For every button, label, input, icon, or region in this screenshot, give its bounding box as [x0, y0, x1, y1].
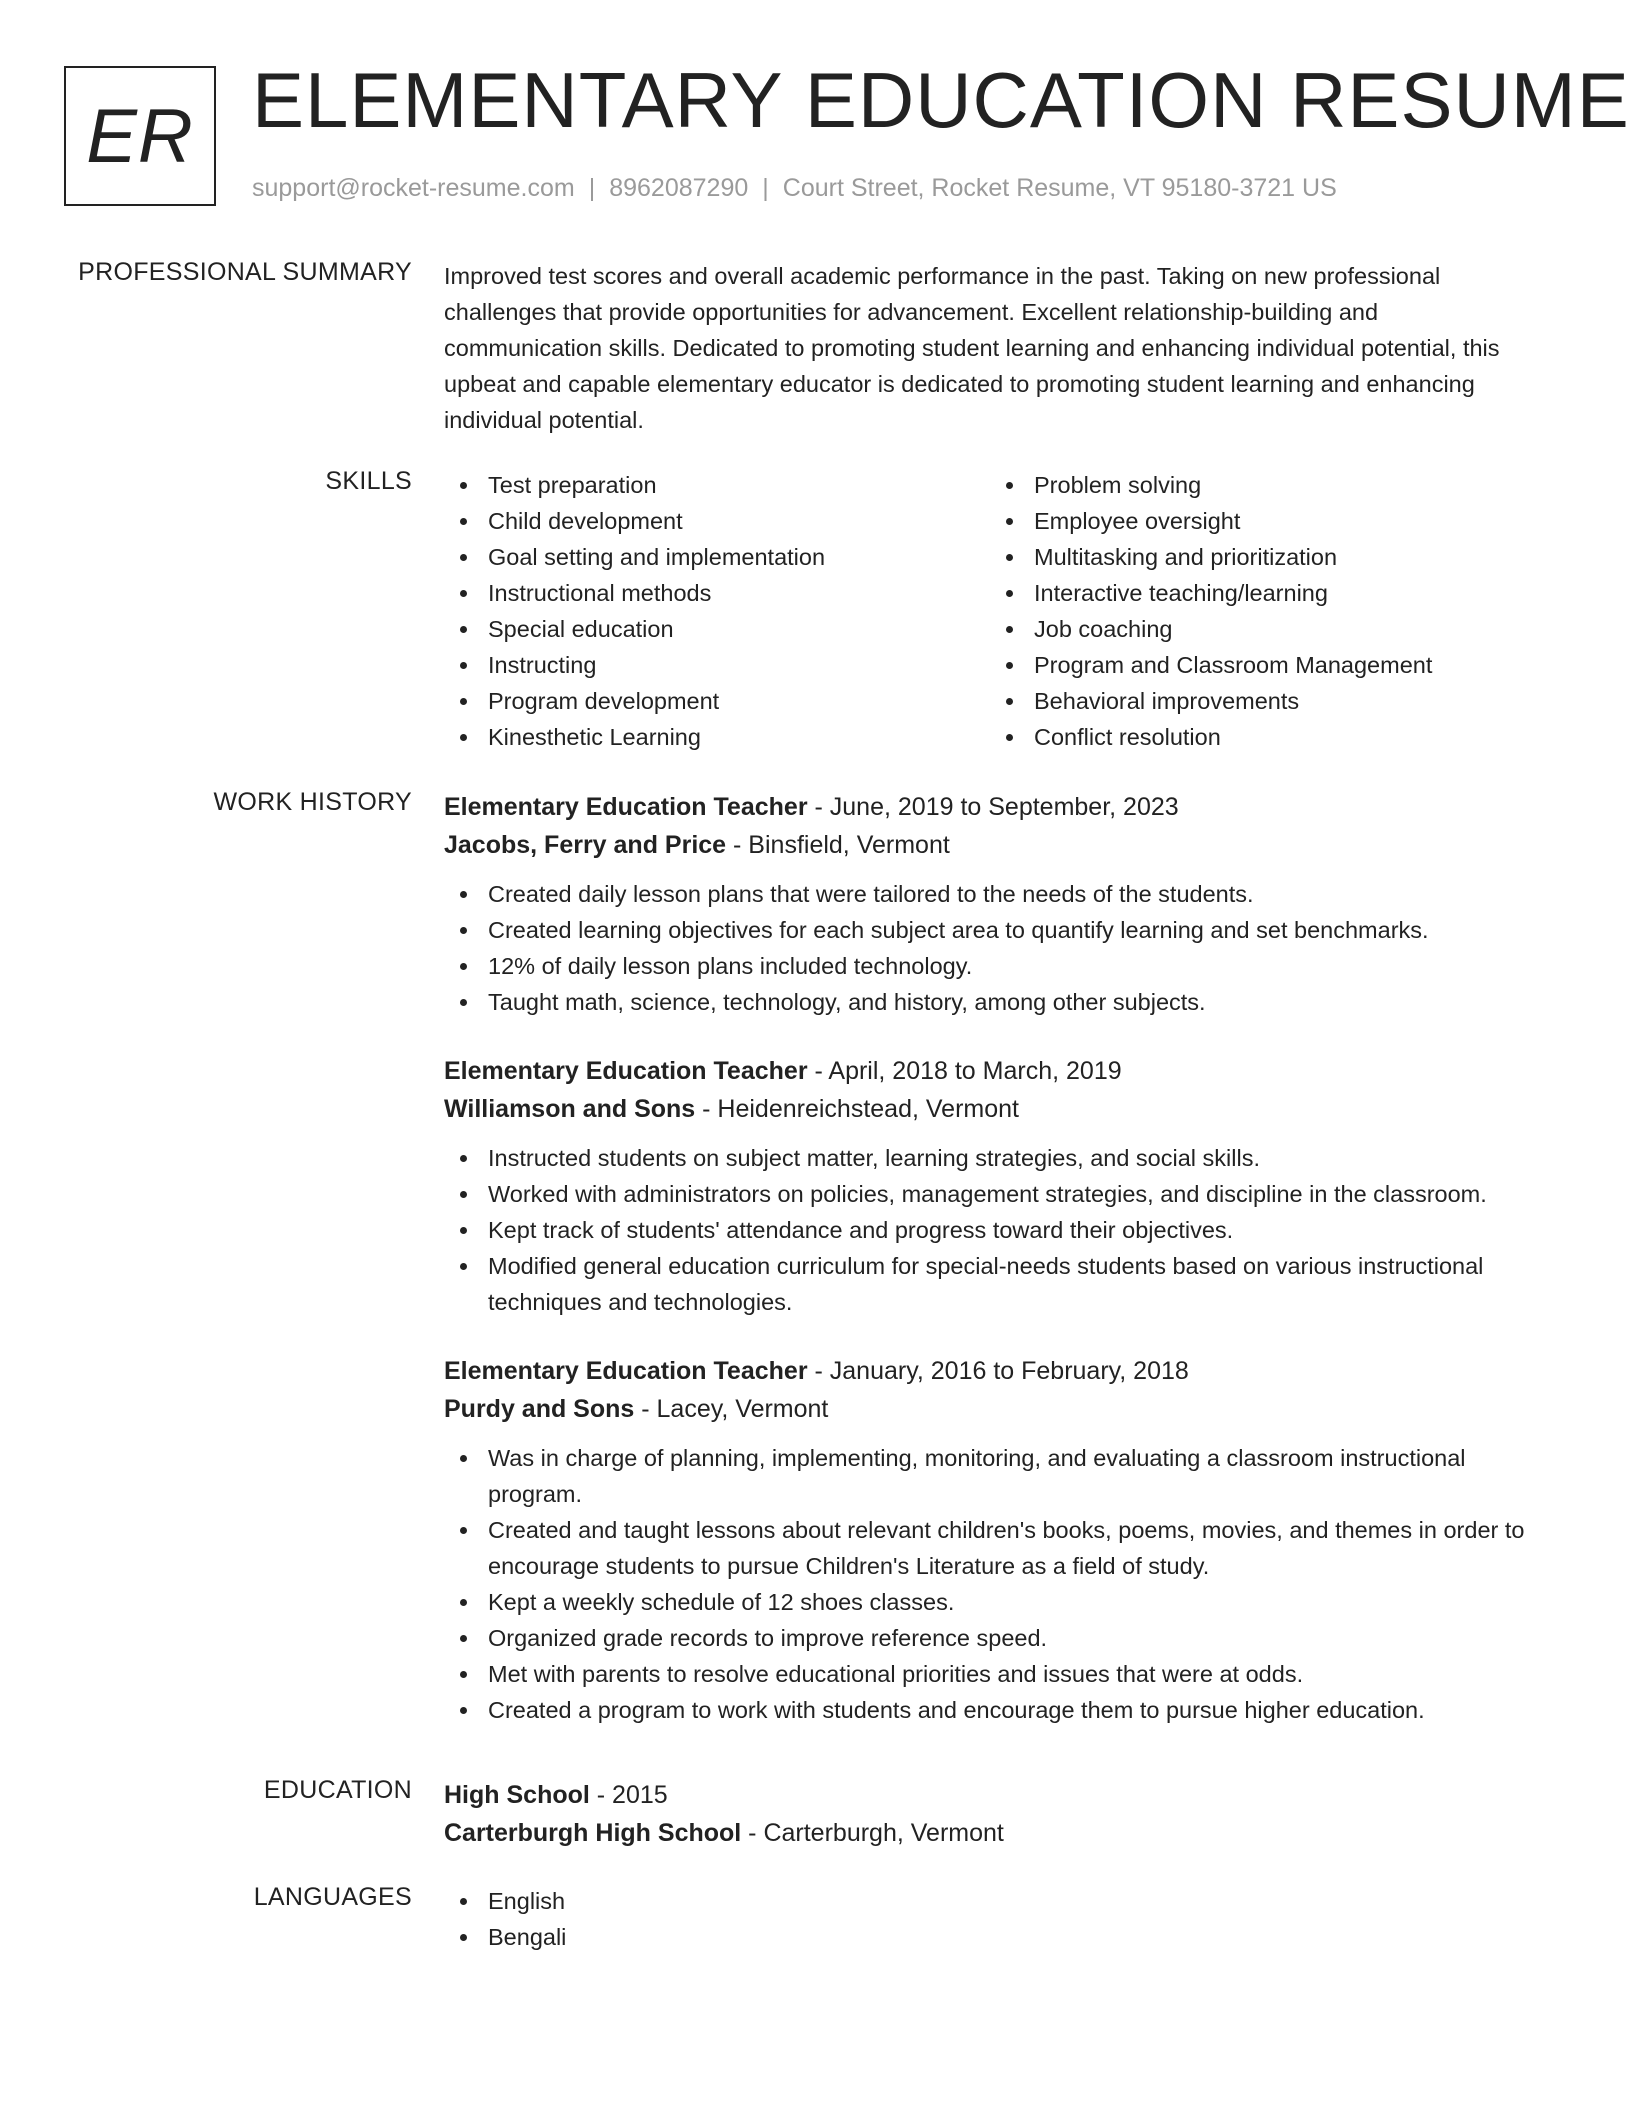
contact-address: Court Street, Rocket Resume, VT 95180-3721 US: [782, 174, 1337, 202]
skill-item: Goal setting and implementation: [444, 539, 990, 575]
job-dates: - January, 2016 to February, 2018: [807, 1357, 1189, 1385]
job-bullet: 12% of daily lesson plans included technology.: [444, 948, 1544, 984]
job-title-line: [444, 1352, 1544, 1390]
skill-item: Multitasking and prioritization: [990, 539, 1536, 575]
skill-item: Program development: [444, 683, 990, 719]
job-bullet: Modified general education curriculum for special-needs students based on various instructional techniques and technologies.: [444, 1248, 1544, 1320]
job-bullet: Kept track of students' attendance and progress toward their objectives.: [444, 1212, 1544, 1248]
summary-text: Improved test scores and overall academic performance in the past. Taking on new professional challenges that provide opportunities for advancement. Excellent relationship-building and communication skills. Dedicated to promoting student learning and enhancing individual potential, this upbeat and capable elementary educator is dedicated to promoting student learning and enhancing individual potential.: [444, 263, 1500, 433]
job-location: - Heidenreichstead, Vermont: [695, 1095, 1019, 1123]
contact-line: [252, 174, 1337, 203]
skill-item: Kinesthetic Learning: [444, 719, 990, 755]
job-role: Elementary Education Teacher: [444, 1057, 808, 1085]
contact-separator: |: [588, 174, 596, 202]
job-bullet: Organized grade records to improve reference speed.: [444, 1620, 1544, 1656]
skill-item: Job coaching: [990, 611, 1536, 647]
job-role: Elementary Education Teacher: [444, 1357, 808, 1385]
job-bullet: Instructed students on subject matter, learning strategies, and social skills.: [444, 1140, 1544, 1176]
section-title-work-history: WORK HISTORY: [213, 788, 412, 816]
section-title-education: EDUCATION: [263, 1776, 412, 1804]
job-company: Jacobs, Ferry and Price: [444, 831, 727, 859]
skill-item: Conflict resolution: [990, 719, 1536, 755]
job-title-line: [444, 1052, 1544, 1090]
job-bullet: Created and taught lessons about relevant children's books, poems, movies, and themes in order to encourage students to pursue Children's Literature as a field of study.: [444, 1512, 1544, 1584]
skill-item: Program and Classroom Management: [990, 647, 1536, 683]
education-school: Carterburgh High School: [444, 1819, 742, 1847]
section-title-summary: PROFESSIONAL SUMMARY: [78, 258, 412, 286]
education-year: - 2015: [589, 1781, 668, 1809]
job-entry: [444, 1052, 1544, 1320]
skill-item: Special education: [444, 611, 990, 647]
skill-item: Behavioral improvements: [990, 683, 1536, 719]
education-location: - Carterburgh, Vermont: [741, 1819, 1004, 1847]
section-title-skills: SKILLS: [325, 467, 412, 495]
section-title-languages: LANGUAGES: [253, 1883, 412, 1911]
job-bullets: [444, 1140, 1544, 1320]
job-role: Elementary Education Teacher: [444, 793, 808, 821]
job-bullets: [444, 1440, 1544, 1728]
language-item: Bengali: [444, 1919, 1544, 1955]
job-bullet: Taught math, science, technology, and history, among other subjects.: [444, 984, 1544, 1020]
skills-list-left: [444, 467, 990, 755]
education-school-line: [444, 1814, 1544, 1852]
skill-item: Instructing: [444, 647, 990, 683]
contact-separator: |: [762, 174, 769, 202]
job-entry: [444, 788, 1544, 1020]
job-company-line: [444, 1390, 1544, 1428]
job-bullet: Created daily lesson plans that were tailored to the needs of the students.: [444, 876, 1544, 912]
job-company: Purdy and Sons: [444, 1395, 635, 1423]
job-bullet: Worked with administrators on policies, management strategies, and discipline in the classroom.: [444, 1176, 1544, 1212]
job-company: Williamson and Sons: [444, 1095, 696, 1123]
job-entry: [444, 1352, 1544, 1728]
job-bullet: Created a program to work with students and encourage them to pursue higher education.: [444, 1692, 1544, 1728]
contact-phone[interactable]: 8962087290: [609, 174, 749, 202]
job-company-line: [444, 826, 1544, 864]
language-item: English: [444, 1883, 1544, 1919]
languages-body: [444, 1883, 1544, 1955]
skill-item: Interactive teaching/learning: [990, 575, 1536, 611]
skill-item: Child development: [444, 503, 990, 539]
education-degree-line: [444, 1776, 1544, 1814]
jobs-list: [444, 788, 1544, 1760]
job-company-line: [444, 1090, 1544, 1128]
job-dates: - June, 2019 to September, 2023: [807, 793, 1179, 821]
job-bullets: [444, 876, 1544, 1020]
skills-columns: [444, 467, 1544, 755]
job-bullet: Met with parents to resolve educational priorities and issues that were at odds.: [444, 1656, 1544, 1692]
job-location: - Binsfield, Vermont: [726, 831, 950, 859]
skill-item: Problem solving: [990, 467, 1536, 503]
job-title-line: [444, 788, 1544, 826]
skills-list-right: [990, 467, 1536, 755]
page-title: ELEMENTARY EDUCATION RESUME: [252, 56, 1630, 144]
languages-list: [444, 1883, 1544, 1955]
education-degree: High School: [444, 1781, 590, 1809]
skill-item: Test preparation: [444, 467, 990, 503]
job-dates: - April, 2018 to March, 2019: [807, 1057, 1122, 1085]
job-bullet: Created learning objectives for each subject area to quantify learning and set benchmarks.: [444, 912, 1544, 948]
education-entry: [444, 1776, 1544, 1852]
job-location: - Lacey, Vermont: [634, 1395, 829, 1423]
skill-item: Employee oversight: [990, 503, 1536, 539]
monogram-logo: ER: [64, 66, 216, 206]
job-bullet: Was in charge of planning, implementing, monitoring, and evaluating a classroom instructional program.: [444, 1440, 1544, 1512]
contact-email[interactable]: support@rocket-resume.com: [252, 174, 575, 202]
skill-item: Instructional methods: [444, 575, 990, 611]
job-bullet: Kept a weekly schedule of 12 shoes classes.: [444, 1584, 1544, 1620]
